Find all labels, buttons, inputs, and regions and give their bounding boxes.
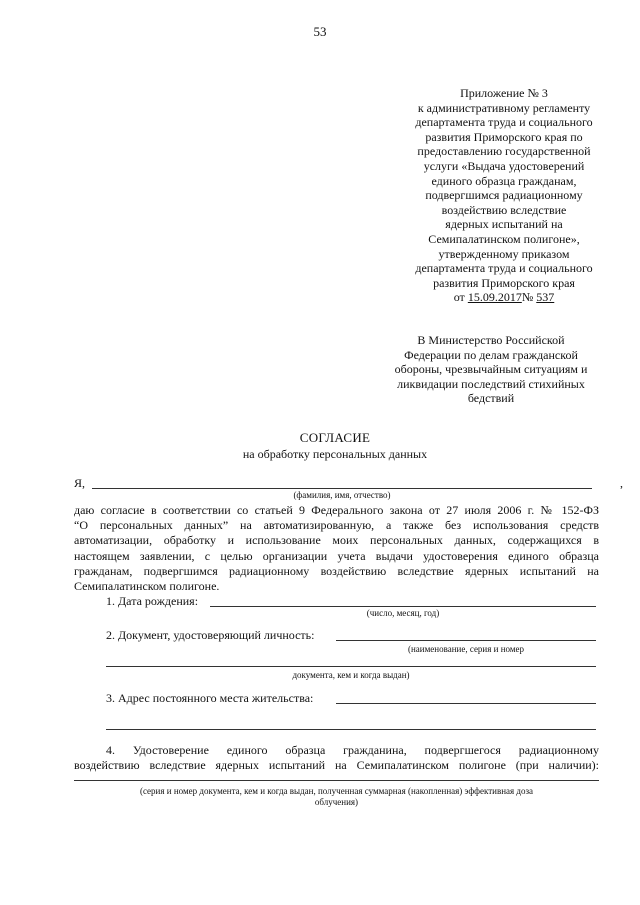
id-document-field-2[interactable] <box>106 666 596 667</box>
consent-paragraph <box>74 503 599 594</box>
document-subtitle: на обработку персональных данных <box>242 447 428 461</box>
certificate-hint <box>74 786 599 808</box>
consent-line: “О персональных данных” на автоматизированную, а также без использования средств <box>74 518 599 533</box>
certificate-hint-line: облучения) <box>314 797 359 807</box>
fio-field[interactable] <box>92 488 592 489</box>
addressee-line: обороны, чрезвычайным ситуациям и <box>394 362 588 377</box>
certificate-item <box>74 743 599 773</box>
id-document-field[interactable] <box>336 640 596 641</box>
appendix-line: департамента труда и социального <box>415 261 593 276</box>
document-title: СОГЛАСИЕ <box>299 430 371 445</box>
birth-date-field[interactable] <box>210 606 596 607</box>
birth-date-hint: (число, месяц, год) <box>366 608 440 618</box>
addressee-line: Федерации по делам гражданской <box>404 347 578 362</box>
certificate-field[interactable] <box>74 780 599 781</box>
appendix-line: ядерных испытаний на <box>445 217 563 232</box>
order-number: 537 <box>536 290 555 305</box>
appendix-line: единого образца гражданам, <box>431 173 577 188</box>
address-field[interactable] <box>336 703 596 704</box>
page-number: 53 <box>313 24 327 39</box>
appendix-line: воздействию вследствие <box>441 202 567 217</box>
consent-line: Семипалатинском полигоне. <box>74 579 220 594</box>
appendix-line: утвержденному приказом <box>438 246 570 261</box>
address-field-2[interactable] <box>106 729 596 730</box>
consent-line: гражданам, подвергшимся радиационному воздействию вследствие ядерных испытаний на <box>74 563 599 578</box>
appendix-line: предоставлению государственной <box>417 144 591 159</box>
appendix-line: Семипалатинском полигоне», <box>428 231 580 246</box>
order-prefix: от <box>453 290 468 305</box>
appendix-line: услуги «Выдача удостоверений <box>423 158 585 173</box>
certificate-line: воздействию вследствие ядерных испытаний на Семипалатинском полигоне (при наличии): <box>74 758 599 772</box>
id-document-hint-2: документа, кем и когда выдан) <box>292 670 410 680</box>
order-number-sign: № <box>521 290 537 305</box>
ya-label: Я, <box>74 476 86 490</box>
addressee-line: бедствий <box>467 391 515 406</box>
appendix-header <box>390 86 618 305</box>
id-document-label: 2. Документ, удостоверяющий личность: <box>106 628 315 642</box>
certificate-line: 4. Удостоверение единого образца гражданина, подвергшегося радиационному <box>106 743 599 757</box>
order-reference <box>390 290 618 305</box>
consent-line: настоящем заявлении, с целью организации учета выдачи удостоверения единого образца <box>74 548 599 563</box>
id-document-hint: (наименование, серия и номер <box>407 644 525 654</box>
appendix-line: к административному регламенту <box>417 100 591 115</box>
birth-date-label: 1. Дата рождения: <box>106 594 199 608</box>
appendix-line: подвергшимся радиационному <box>425 188 583 203</box>
consent-line: автоматизации, обработку и использование моих персональных данных, содержащихся в <box>74 533 599 548</box>
addressee-line: ликвидации последствий стихийных <box>397 376 585 391</box>
fio-comma: , <box>620 476 623 490</box>
consent-line: даю согласие в соответствии со статьей 9 Федерального закона от 27 июля 2006 г. № 152-ФЗ <box>74 503 599 517</box>
appendix-line: развития Приморского края по <box>425 129 583 144</box>
order-date: 15.09.2017 <box>467 290 522 305</box>
address-label: 3. Адрес постоянного места жительства: <box>106 691 314 705</box>
addressee-line: В Министерство Российской <box>417 333 565 347</box>
appendix-line: департамента труда и социального <box>415 115 593 130</box>
appendix-line: развития Приморского края <box>433 275 575 290</box>
certificate-hint-line: (серия и номер документа, кем и когда выдан, полученная суммарная (накопленная) эффективная доза <box>139 786 534 796</box>
addressee-block <box>380 333 602 406</box>
appendix-line: Приложение № 3 <box>460 86 548 100</box>
fio-hint: (фамилия, имя, отчество) <box>293 490 391 500</box>
